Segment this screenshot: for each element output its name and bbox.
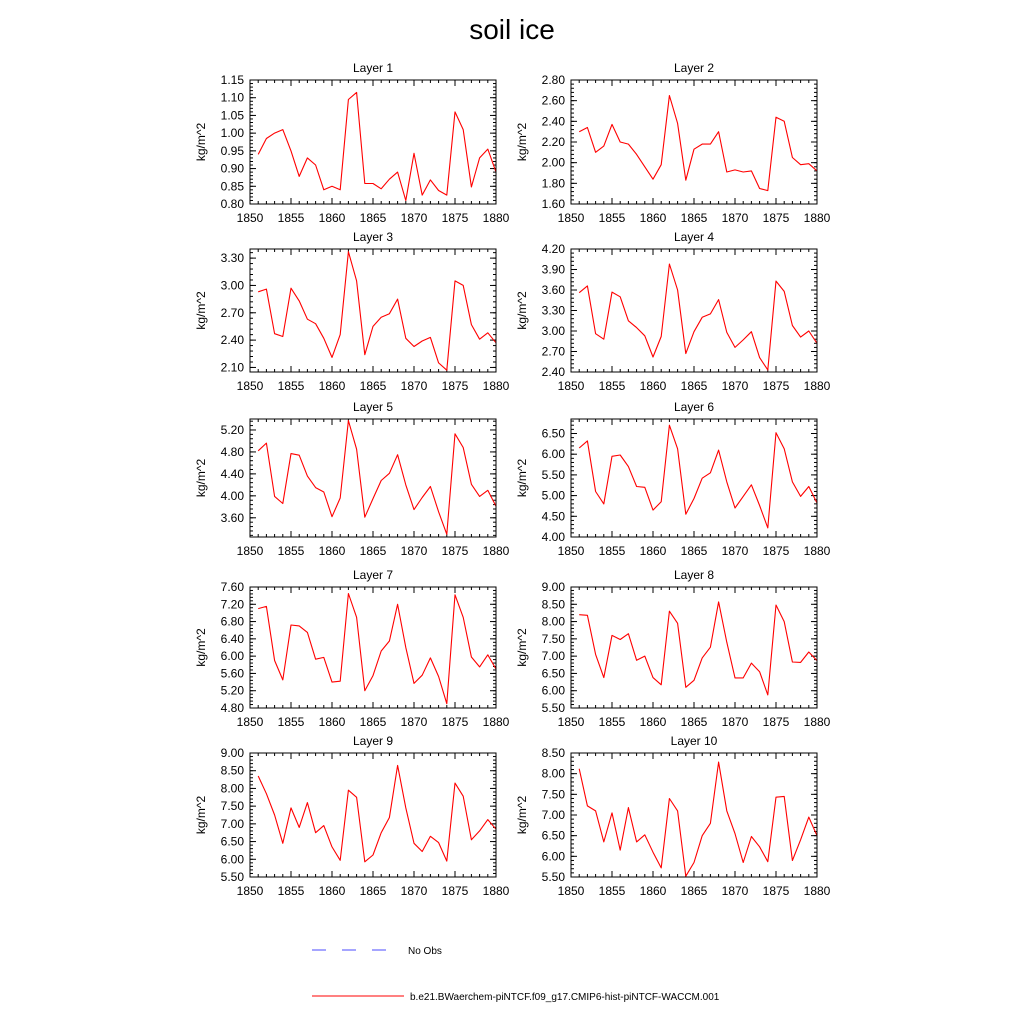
x-tick-label: 1870 [400,544,428,558]
x-tick-label: 1865 [680,544,708,558]
y-tick-label: 7.60 [220,580,244,594]
series-line-model [579,264,817,370]
y-tick-label: 5.50 [541,870,565,884]
plot-frame [250,80,496,204]
x-tick-label: 1870 [721,884,749,898]
chart-panel-layer-9 [194,734,510,898]
panel-title: Layer 2 [673,61,715,75]
y-tick-label: 6.00 [220,852,244,867]
series-line-model [258,421,496,535]
plot-frame [571,249,817,372]
x-tick-label: 1855 [598,715,626,729]
y-tick-label: 6.50 [220,834,244,849]
y-tick-label: 8.50 [220,763,244,778]
x-tick-label: 1855 [277,379,305,393]
x-tick-label: 1855 [598,211,626,225]
y-tick-label: 6.00 [220,649,244,664]
y-tick-label: 9.00 [541,580,565,594]
y-tick-label: 7.50 [541,631,565,646]
y-tick-label: 6.50 [541,426,565,441]
chart-panel-layer-8 [515,568,831,729]
x-tick-label: 1875 [762,379,790,393]
y-tick-label: 4.20 [541,242,565,256]
plot-frame [571,753,817,877]
y-tick-label: 6.80 [220,614,244,629]
y-tick-label: 1.10 [220,90,244,105]
y-axis-label: kg/m^2 [515,628,529,667]
y-tick-label: 3.90 [541,262,565,277]
x-tick-label: 1850 [557,379,585,393]
x-tick-label: 1860 [639,544,667,558]
x-tick-label: 1850 [557,715,585,729]
y-tick-label: 6.50 [541,828,565,843]
series-line-model [579,96,817,191]
x-tick-label: 1865 [680,211,708,225]
y-tick-label: 4.50 [541,509,565,524]
x-tick-label: 1855 [277,211,305,225]
y-tick-label: 8.00 [220,781,244,796]
y-tick-label: 0.80 [220,197,244,211]
x-tick-label: 1870 [721,544,749,558]
panel-title: Layer 10 [670,734,718,748]
plot-frame [250,753,496,877]
plot-frame [571,80,817,204]
x-tick-label: 1860 [639,211,667,225]
x-tick-label: 1870 [400,379,428,393]
x-tick-label: 1865 [359,544,387,558]
y-tick-label: 3.60 [220,510,244,525]
x-tick-label: 1875 [441,379,469,393]
y-tick-label: 2.60 [541,93,565,108]
series-line-model [579,425,817,528]
y-tick-label: 7.00 [220,816,244,831]
y-tick-label: 1.60 [541,197,565,211]
y-axis-label: kg/m^2 [194,628,208,667]
series-line-model [258,765,496,861]
x-tick-label: 1850 [236,379,264,393]
y-tick-label: 3.00 [541,324,565,338]
x-tick-label: 1860 [318,884,346,898]
y-tick-label: 3.30 [220,251,244,266]
x-tick-label: 1875 [762,884,790,898]
x-tick-label: 1870 [721,211,749,225]
panel-title: Layer 9 [352,734,394,748]
panel-title: Layer 8 [673,568,715,582]
x-tick-label: 1875 [441,715,469,729]
y-tick-label: 6.00 [541,447,565,462]
x-tick-label: 1855 [598,544,626,558]
y-tick-label: 2.70 [220,305,244,320]
y-tick-label: 4.00 [541,530,565,544]
x-tick-label: 1860 [318,211,346,225]
chart-panel-layer-4 [515,230,831,393]
x-tick-label: 1850 [557,544,585,558]
y-tick-label: 4.00 [220,488,244,503]
x-tick-label: 1880 [482,884,510,898]
y-tick-label: 6.00 [541,683,565,698]
chart-panel-layer-6 [515,400,831,558]
y-tick-label: 5.60 [220,666,244,681]
x-tick-label: 1875 [762,211,790,225]
series-line-model [579,762,817,876]
y-axis-label: kg/m^2 [194,291,208,330]
x-tick-label: 1880 [482,379,510,393]
y-tick-label: 5.20 [220,422,244,437]
chart-panel-layer-5 [194,400,510,558]
x-tick-label: 1865 [359,379,387,393]
y-tick-label: 2.40 [220,333,244,348]
series-line-model [579,602,817,695]
figure-title: soil ice [469,14,555,45]
panel-title: Layer 6 [673,400,715,414]
x-tick-label: 1870 [721,715,749,729]
x-tick-label: 1855 [598,884,626,898]
y-tick-label: 5.50 [220,870,244,884]
y-tick-label: 5.20 [220,683,244,698]
x-tick-label: 1880 [482,715,510,729]
x-tick-label: 1850 [557,211,585,225]
x-tick-label: 1880 [803,211,831,225]
series-line-model [258,252,496,371]
x-tick-label: 1850 [236,544,264,558]
y-tick-label: 3.60 [541,283,565,297]
y-tick-label: 4.80 [220,701,244,715]
y-tick-label: 2.20 [541,135,565,149]
x-tick-label: 1880 [803,379,831,393]
x-tick-label: 1880 [482,211,510,225]
x-tick-label: 1855 [277,715,305,729]
x-tick-label: 1850 [236,715,264,729]
y-tick-label: 2.70 [541,344,565,359]
legend-model-label: b.e21.BWaerchem-piNTCF.f09_g17.CMIP6-hist-piNTCF-WACCM.001 [410,992,720,1003]
y-tick-label: 1.80 [541,176,565,191]
y-tick-label: 3.00 [220,278,244,293]
plot-frame [571,587,817,708]
y-tick-label: 4.80 [220,444,244,459]
y-tick-label: 8.50 [541,597,565,612]
legend-obs-label: No Obs [408,946,442,957]
x-tick-label: 1870 [721,379,749,393]
x-tick-label: 1850 [236,211,264,225]
y-tick-label: 2.40 [541,114,565,129]
y-tick-label: 8.50 [541,746,565,760]
x-tick-label: 1860 [318,379,346,393]
y-tick-label: 6.50 [541,666,565,681]
y-tick-label: 4.40 [220,466,244,481]
x-tick-label: 1875 [762,544,790,558]
y-axis-label: kg/m^2 [194,122,208,162]
x-tick-label: 1865 [359,211,387,225]
y-tick-label: 0.90 [220,161,244,176]
chart-panel-layer-10 [515,734,831,898]
y-axis-label: kg/m^2 [515,291,529,330]
y-axis-label: kg/m^2 [515,458,529,498]
x-tick-label: 1880 [803,884,831,898]
x-tick-label: 1880 [803,544,831,558]
y-tick-label: 1.15 [220,73,244,87]
x-tick-label: 1880 [482,544,510,558]
legend [312,946,720,1003]
y-tick-label: 8.00 [541,766,565,781]
y-tick-label: 1.05 [220,108,244,123]
x-tick-label: 1870 [400,884,428,898]
y-tick-label: 0.85 [220,179,244,194]
panel-title: Layer 5 [352,400,394,414]
x-tick-label: 1865 [359,715,387,729]
y-tick-label: 2.10 [220,360,244,375]
series-line-model [258,594,496,704]
y-tick-label: 7.50 [541,787,565,802]
x-tick-label: 1860 [318,715,346,729]
y-axis-label: kg/m^2 [515,122,529,162]
x-tick-label: 1865 [680,715,708,729]
y-tick-label: 7.50 [220,799,244,814]
x-tick-label: 1875 [762,715,790,729]
y-tick-label: 7.00 [541,649,565,664]
y-tick-label: 5.50 [541,467,565,482]
panel-title: Layer 4 [673,230,715,244]
x-tick-label: 1855 [277,884,305,898]
y-axis-label: kg/m^2 [515,795,529,835]
x-tick-label: 1860 [318,544,346,558]
y-tick-label: 9.00 [220,746,244,760]
y-tick-label: 3.30 [541,303,565,318]
y-tick-label: 7.00 [541,808,565,822]
x-tick-label: 1860 [639,884,667,898]
panel-title: Layer 3 [352,230,394,244]
y-tick-label: 5.00 [541,488,565,503]
y-tick-label: 8.00 [541,614,565,629]
series-line-model [258,92,496,200]
y-tick-label: 7.20 [220,597,244,612]
y-tick-label: 0.95 [220,143,244,158]
x-tick-label: 1855 [598,379,626,393]
y-tick-label: 6.00 [541,849,565,864]
x-tick-label: 1870 [400,211,428,225]
chart-panel-layer-2 [515,61,831,225]
x-tick-label: 1875 [441,544,469,558]
x-tick-label: 1860 [639,715,667,729]
x-tick-label: 1865 [680,379,708,393]
chart-panel-layer-1 [194,61,510,225]
y-tick-label: 2.00 [541,155,565,170]
x-tick-label: 1850 [557,884,585,898]
y-axis-label: kg/m^2 [194,458,208,498]
x-tick-label: 1875 [441,211,469,225]
x-tick-label: 1855 [277,544,305,558]
panel-title: Layer 1 [352,61,394,75]
panel-title: Layer 7 [352,568,394,582]
x-tick-label: 1880 [803,715,831,729]
y-tick-label: 6.40 [220,631,244,646]
x-tick-label: 1865 [359,884,387,898]
x-tick-label: 1850 [236,884,264,898]
chart-panel-layer-7 [194,568,510,729]
x-tick-label: 1860 [639,379,667,393]
x-tick-label: 1865 [680,884,708,898]
y-tick-label: 1.00 [220,126,244,141]
x-tick-label: 1875 [441,884,469,898]
chart-panel-layer-3 [194,230,510,393]
x-tick-label: 1870 [400,715,428,729]
y-axis-label: kg/m^2 [194,795,208,835]
y-tick-label: 5.50 [541,701,565,715]
y-tick-label: 2.40 [541,365,565,379]
y-tick-label: 2.80 [541,73,565,87]
